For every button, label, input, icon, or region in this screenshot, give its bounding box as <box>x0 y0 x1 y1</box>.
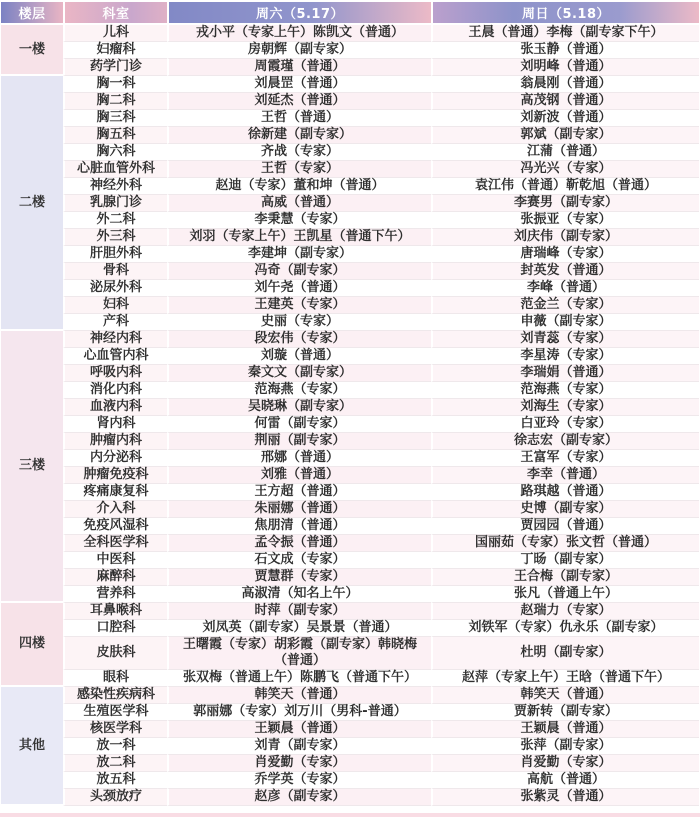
department-cell: 呼吸内科 <box>63 365 167 382</box>
header-row <box>1 2 699 25</box>
schedule-row <box>1 399 699 416</box>
sunday-cell: 史博（副专家） <box>431 501 699 518</box>
sunday-cell: 刘青蕊（专家） <box>431 331 699 348</box>
floor-cell: 四楼 <box>1 603 63 687</box>
sunday-cell: 李星涛（专家） <box>431 348 699 365</box>
department-cell: 中医科 <box>63 552 167 569</box>
department-cell: 放二科 <box>63 755 167 772</box>
saturday-cell: 王曙霞（专家）胡彩霞（副专家）韩晓梅（普通） <box>167 637 431 670</box>
schedule-row <box>1 161 699 178</box>
schedule-row <box>1 416 699 433</box>
sunday-cell: 刘铁军（专家）仇永乐（副专家） <box>431 620 699 637</box>
saturday-cell: 时萍（副专家） <box>167 603 431 620</box>
sunday-cell: 王富军（专家） <box>431 450 699 467</box>
schedule-row <box>1 433 699 450</box>
sunday-cell: 国丽茹（专家）张文哲（普通） <box>431 535 699 552</box>
schedule-row <box>1 738 699 755</box>
schedule-row <box>1 127 699 144</box>
saturday-cell: 张双梅（普通上午）陈鹏飞（普通下午） <box>167 670 431 687</box>
saturday-cell: 韩笑天（普通） <box>167 687 431 704</box>
saturday-cell: 刘凤英（副专家）吴景景（普通） <box>167 620 431 637</box>
sunday-cell: 赵萍（专家上午）王晗（普通下午） <box>431 670 699 687</box>
saturday-cell: 戎小平（专家上午）陈凯文（普通） <box>167 25 431 42</box>
department-cell: 生殖医学科 <box>63 704 167 721</box>
department-cell: 头颈放疗 <box>63 789 167 806</box>
saturday-cell: 何雷（副专家） <box>167 416 431 433</box>
sunday-cell: 贾园园（普通） <box>431 518 699 535</box>
schedule-body <box>1 25 699 806</box>
bottom-border-bar <box>0 813 700 817</box>
department-cell: 肿瘤内科 <box>63 433 167 450</box>
sunday-cell: 肖爱勤（专家） <box>431 755 699 772</box>
saturday-cell: 乔学英（专家） <box>167 772 431 789</box>
saturday-cell: 齐战（专家） <box>167 144 431 161</box>
header-cell-floor: 楼层 <box>1 2 63 25</box>
saturday-cell: 范海燕（专家） <box>167 382 431 399</box>
department-cell: 胸五科 <box>63 127 167 144</box>
department-cell: 神经外科 <box>63 178 167 195</box>
saturday-cell: 王哲（普通） <box>167 110 431 127</box>
schedule-row <box>1 110 699 127</box>
sunday-cell: 张萍（副专家） <box>431 738 699 755</box>
department-cell: 胸六科 <box>63 144 167 161</box>
schedule-row <box>1 382 699 399</box>
sunday-cell: 刘新波（普通） <box>431 110 699 127</box>
schedule-row <box>1 25 699 42</box>
schedule-row <box>1 263 699 280</box>
schedule-row <box>1 501 699 518</box>
schedule-row <box>1 721 699 738</box>
sunday-cell: 郭斌（副专家） <box>431 127 699 144</box>
saturday-cell: 周霞瑾（普通） <box>167 59 431 76</box>
schedule-row <box>1 42 699 59</box>
sunday-cell: 刘明峰（普通） <box>431 59 699 76</box>
sunday-cell: 张紫灵（普通） <box>431 789 699 806</box>
saturday-cell: 朱丽娜（普通） <box>167 501 431 518</box>
saturday-cell: 王建英（专家） <box>167 297 431 314</box>
department-cell: 药学门诊 <box>63 59 167 76</box>
saturday-cell: 刘晨罡（普通） <box>167 76 431 93</box>
schedule-row <box>1 450 699 467</box>
schedule-row <box>1 178 699 195</box>
schedule-row <box>1 246 699 263</box>
header-cell-sunday: 周日（5.18） <box>431 2 699 25</box>
saturday-cell: 徐新建（副专家） <box>167 127 431 144</box>
saturday-cell: 冯奇（副专家） <box>167 263 431 280</box>
department-cell: 妇科 <box>63 297 167 314</box>
department-cell: 免疫风湿科 <box>63 518 167 535</box>
sunday-cell: 杜明（副专家） <box>431 637 699 670</box>
saturday-cell: 肖爱勤（专家） <box>167 755 431 772</box>
schedule-row <box>1 467 699 484</box>
schedule-row <box>1 280 699 297</box>
schedule-row <box>1 637 699 670</box>
department-cell: 内分泌科 <box>63 450 167 467</box>
schedule-row <box>1 212 699 229</box>
sunday-cell: 范海燕（专家） <box>431 382 699 399</box>
department-cell: 泌尿外科 <box>63 280 167 297</box>
schedule-row <box>1 704 699 721</box>
header-cell-saturday: 周六（5.17） <box>167 2 431 25</box>
saturday-cell: 李建坤（副专家） <box>167 246 431 263</box>
sunday-cell: 李赛男（副专家） <box>431 195 699 212</box>
saturday-cell: 高威（普通） <box>167 195 431 212</box>
schedule-row <box>1 297 699 314</box>
schedule-table <box>1 2 699 806</box>
department-cell: 眼科 <box>63 670 167 687</box>
saturday-cell: 刘雅（普通） <box>167 467 431 484</box>
sunday-cell: 贾新转（副专家） <box>431 704 699 721</box>
schedule-row <box>1 552 699 569</box>
department-cell: 耳鼻喉科 <box>63 603 167 620</box>
schedule-row <box>1 144 699 161</box>
sunday-cell: 丁旸（副专家） <box>431 552 699 569</box>
floor-cell: 二楼 <box>1 76 63 331</box>
saturday-cell: 邢娜（普通） <box>167 450 431 467</box>
sunday-cell: 白亚玲（专家） <box>431 416 699 433</box>
department-cell: 血液内科 <box>63 399 167 416</box>
department-cell: 儿科 <box>63 25 167 42</box>
department-cell: 胸二科 <box>63 93 167 110</box>
saturday-cell: 赵彦（副专家） <box>167 789 431 806</box>
department-cell: 肝胆外科 <box>63 246 167 263</box>
saturday-cell: 李秉慧（专家） <box>167 212 431 229</box>
saturday-cell: 房朝辉（副专家） <box>167 42 431 59</box>
department-cell: 心血管内科 <box>63 348 167 365</box>
schedule-row <box>1 314 699 331</box>
saturday-cell: 刘延杰（普通） <box>167 93 431 110</box>
department-cell: 外三科 <box>63 229 167 246</box>
saturday-cell: 高淑清（知名上午） <box>167 586 431 603</box>
saturday-cell: 刘羽（专家上午）王凯星（普通下午） <box>167 229 431 246</box>
floor-cell: 三楼 <box>1 331 63 603</box>
schedule-row <box>1 518 699 535</box>
department-cell: 骨科 <box>63 263 167 280</box>
schedule-row <box>1 687 699 704</box>
schedule-row <box>1 365 699 382</box>
saturday-cell: 刘璇（普通） <box>167 348 431 365</box>
schedule-row <box>1 59 699 76</box>
department-cell: 神经内科 <box>63 331 167 348</box>
saturday-cell: 王方超（普通） <box>167 484 431 501</box>
saturday-cell: 石文成（专家） <box>167 552 431 569</box>
department-cell: 麻醉科 <box>63 569 167 586</box>
floor-cell: 其他 <box>1 687 63 806</box>
schedule-row <box>1 569 699 586</box>
sunday-cell: 李峰（普通） <box>431 280 699 297</box>
department-cell: 放五科 <box>63 772 167 789</box>
sunday-cell: 刘庆伟（副专家） <box>431 229 699 246</box>
schedule-row <box>1 93 699 110</box>
sunday-cell: 张玉静（普通） <box>431 42 699 59</box>
sunday-cell: 王合梅（副专家） <box>431 569 699 586</box>
saturday-cell: 王哲（专家） <box>167 161 431 178</box>
saturday-cell: 贾慧群（专家） <box>167 569 431 586</box>
schedule-row <box>1 76 699 93</box>
schedule-row <box>1 755 699 772</box>
sunday-cell: 高茂钢（普通） <box>431 93 699 110</box>
sunday-cell: 张振亚（专家） <box>431 212 699 229</box>
sunday-cell: 路琪越（普通） <box>431 484 699 501</box>
saturday-cell: 赵迪（专家）董和坤（普通） <box>167 178 431 195</box>
schedule-row <box>1 670 699 687</box>
department-cell: 口腔科 <box>63 620 167 637</box>
department-cell: 乳腺门诊 <box>63 195 167 212</box>
department-cell: 皮肤科 <box>63 637 167 670</box>
department-cell: 全科医学科 <box>63 535 167 552</box>
saturday-cell: 荆丽（副专家） <box>167 433 431 450</box>
sunday-cell: 徐志宏（副专家） <box>431 433 699 450</box>
sunday-cell: 范金兰（专家） <box>431 297 699 314</box>
sunday-cell: 高航（普通） <box>431 772 699 789</box>
sunday-cell: 张凡（普通上午） <box>431 586 699 603</box>
department-cell: 肿瘤免疫科 <box>63 467 167 484</box>
sunday-cell: 王颖晨（普通） <box>431 721 699 738</box>
saturday-cell: 段宏伟（专家） <box>167 331 431 348</box>
schedule-row <box>1 789 699 806</box>
department-cell: 营养科 <box>63 586 167 603</box>
schedule-row <box>1 535 699 552</box>
schedule-row <box>1 331 699 348</box>
schedule-row <box>1 772 699 789</box>
schedule-row <box>1 586 699 603</box>
sunday-cell: 李幸（普通） <box>431 467 699 484</box>
department-cell: 核医学科 <box>63 721 167 738</box>
department-cell: 感染性疾病科 <box>63 687 167 704</box>
schedule-row <box>1 484 699 501</box>
sunday-cell: 翁晨刚（普通） <box>431 76 699 93</box>
sunday-cell: 江蒲（普通） <box>431 144 699 161</box>
schedule-row <box>1 229 699 246</box>
department-cell: 心脏血管外科 <box>63 161 167 178</box>
department-cell: 疼痛康复科 <box>63 484 167 501</box>
schedule-row <box>1 603 699 620</box>
sunday-cell: 申薇（副专家） <box>431 314 699 331</box>
sunday-cell: 韩笑天（普通） <box>431 687 699 704</box>
sunday-cell: 唐瑞峰（专家） <box>431 246 699 263</box>
sunday-cell: 赵瑞力（专家） <box>431 603 699 620</box>
department-cell: 妇瘤科 <box>63 42 167 59</box>
header-cell-department: 科室 <box>63 2 167 25</box>
saturday-cell: 秦文文（副专家） <box>167 365 431 382</box>
saturday-cell: 刘午尧（普通） <box>167 280 431 297</box>
sunday-cell: 冯光兴（专家） <box>431 161 699 178</box>
saturday-cell: 焦朋清（普通） <box>167 518 431 535</box>
schedule-row <box>1 620 699 637</box>
schedule-row <box>1 195 699 212</box>
saturday-cell: 王颖晨（普通） <box>167 721 431 738</box>
schedule-page <box>0 2 700 817</box>
sunday-cell: 刘海生（专家） <box>431 399 699 416</box>
department-cell: 放一科 <box>63 738 167 755</box>
saturday-cell: 孟令振（普通） <box>167 535 431 552</box>
department-cell: 胸三科 <box>63 110 167 127</box>
sunday-cell: 封英发（普通） <box>431 263 699 280</box>
saturday-cell: 吴晓琳（副专家） <box>167 399 431 416</box>
department-cell: 介入科 <box>63 501 167 518</box>
department-cell: 胸一科 <box>63 76 167 93</box>
saturday-cell: 郭丽娜（专家）刘万川（男科-普通） <box>167 704 431 721</box>
saturday-cell: 刘青（副专家） <box>167 738 431 755</box>
schedule-row <box>1 348 699 365</box>
saturday-cell: 史丽（专家） <box>167 314 431 331</box>
department-cell: 外二科 <box>63 212 167 229</box>
sunday-cell: 李瑞娟（普通） <box>431 365 699 382</box>
sunday-cell: 王晨（普通）李梅（副专家下午） <box>431 25 699 42</box>
department-cell: 肾内科 <box>63 416 167 433</box>
sunday-cell: 袁江伟（普通）靳乾旭（普通） <box>431 178 699 195</box>
department-cell: 产科 <box>63 314 167 331</box>
floor-cell: 一楼 <box>1 25 63 76</box>
department-cell: 消化内科 <box>63 382 167 399</box>
